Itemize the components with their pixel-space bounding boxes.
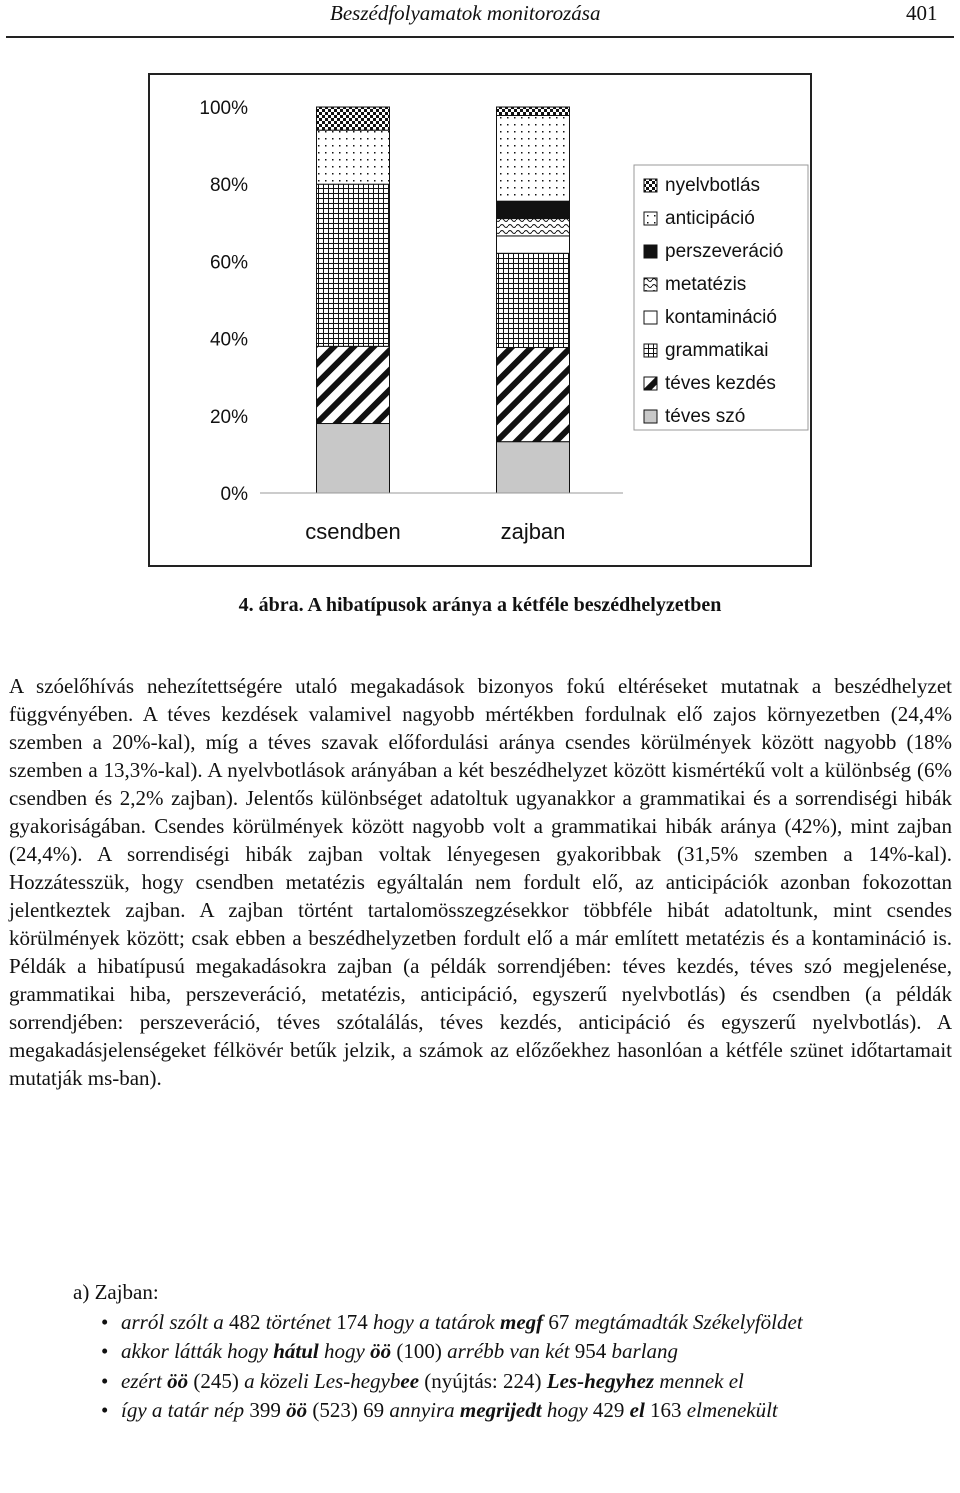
example-text: hogy a tatárok — [373, 1309, 500, 1334]
bar-segment-zajban-dots — [497, 115, 570, 201]
disfluency-mark: öö — [286, 1398, 308, 1422]
legend-swatch — [644, 344, 657, 357]
legend-swatch — [644, 410, 657, 423]
example-item — [73, 1396, 953, 1426]
legend-label: metatézis — [665, 274, 747, 295]
bar-segment-csendben-dots — [317, 130, 390, 184]
x-tick-label: csendben — [305, 519, 401, 544]
example-text: ezért — [121, 1368, 168, 1393]
legend-label: kontamináció — [665, 307, 777, 328]
legend-label: anticipáció — [665, 208, 755, 229]
example-text: 174 — [336, 1309, 374, 1334]
running-title: Beszédfolyamatok monitorozása — [330, 1, 601, 25]
example-text: 482 — [228, 1309, 266, 1334]
bar-segment-csendben-checker — [317, 107, 390, 130]
example-text: akkor látták hogy — [121, 1339, 274, 1363]
legend-swatch — [644, 179, 657, 192]
header-rule — [6, 36, 954, 38]
caption-number: 4. ábra. — [238, 594, 304, 616]
legend-swatch — [644, 245, 657, 258]
y-tick-label: 80% — [209, 175, 248, 197]
bars-group — [317, 107, 570, 493]
disfluency-mark: öö — [370, 1339, 392, 1363]
bar-segment-zajban-white — [497, 236, 570, 253]
legend-label: téves szó — [665, 406, 746, 427]
example-text: 163 — [644, 1398, 687, 1422]
y-tick-label: 60% — [209, 252, 248, 274]
example-text: (245) — [188, 1368, 245, 1393]
bullet-icon: • — [101, 1339, 109, 1363]
example-text: hogy — [318, 1339, 371, 1363]
running-header — [0, 0, 960, 36]
disfluency-mark: öö — [167, 1368, 189, 1393]
legend-label: grammatikai — [665, 340, 769, 361]
legend-label: perszeveráció — [665, 241, 784, 262]
example-text: (100) — [391, 1339, 448, 1363]
stacked-bar-chart — [148, 73, 812, 567]
example-text: (nyújtás: 224) — [419, 1368, 547, 1393]
bar-segment-zajban-wave — [497, 219, 570, 236]
y-axis-ticks — [199, 98, 248, 505]
example-text: mennek el — [654, 1368, 744, 1393]
example-text: történet — [265, 1309, 337, 1334]
y-tick-label: 40% — [209, 329, 248, 351]
legend-swatch — [644, 278, 657, 291]
example-text: hogy — [541, 1398, 593, 1422]
caption-text: A hibatípusok aránya a kétféle beszédhelyzetben — [307, 594, 722, 616]
bar-segment-csendben-light-gray — [317, 424, 390, 493]
bar-segment-zajban-grid — [497, 253, 570, 347]
bar-segment-zajban-light-gray — [497, 442, 570, 493]
example-text: 429 — [592, 1398, 630, 1422]
legend-swatch — [644, 377, 657, 390]
bar-segment-zajban-checker — [497, 107, 570, 115]
y-tick-label: 100% — [199, 98, 248, 119]
x-axis-labels — [305, 519, 565, 544]
example-text: 67 — [543, 1309, 575, 1334]
examples-heading: a) Zajban: — [73, 1280, 159, 1304]
example-item — [73, 1337, 953, 1367]
legend-swatch — [644, 212, 657, 225]
body-text — [9, 672, 952, 1092]
example-text: 399 — [249, 1398, 287, 1422]
legend — [634, 165, 808, 430]
legend-label: nyelvbotlás — [665, 175, 761, 196]
bullet-icon: • — [101, 1368, 109, 1393]
example-text: 954 — [574, 1339, 612, 1363]
legend-swatch — [644, 311, 657, 324]
disfluency-mark: megrijedt — [459, 1398, 542, 1422]
bullet-icon: • — [101, 1309, 109, 1334]
example-text: (523) 69 — [307, 1398, 390, 1422]
bar-segment-csendben-grid — [317, 184, 390, 346]
legend-label: téves kezdés — [665, 373, 776, 394]
x-tick-label: zajban — [500, 519, 566, 544]
bar-segment-zajban-black — [497, 201, 570, 218]
example-item — [73, 1367, 953, 1397]
example-text: annyira — [389, 1398, 460, 1422]
example-text: így a tatár nép — [121, 1398, 250, 1422]
y-tick-label: 0% — [220, 484, 248, 505]
example-item — [73, 1308, 953, 1338]
example-text: elmenekült — [686, 1398, 778, 1422]
disfluency-mark: Les-hegyhez — [546, 1368, 655, 1393]
bullet-icon: • — [101, 1398, 109, 1422]
y-tick-label: 20% — [209, 406, 248, 428]
example-text: megtámadták Székelyföldet — [574, 1309, 803, 1334]
bar-segment-csendben-diagonal-stripes — [317, 346, 390, 423]
disfluency-mark: megf — [500, 1309, 544, 1334]
bar-segment-zajban-diagonal-stripes — [497, 347, 570, 441]
example-text: arrébb van két — [447, 1339, 575, 1363]
example-text: a közeli Les-hegyb — [244, 1368, 401, 1393]
disfluency-mark: hátul — [273, 1339, 319, 1363]
figure-caption — [0, 594, 960, 617]
example-list — [73, 1308, 953, 1426]
page-number: 401 — [906, 1, 938, 25]
example-text: arról szólt a — [121, 1309, 229, 1334]
disfluency-mark: ee — [400, 1368, 420, 1393]
example-text: barlang — [611, 1339, 679, 1363]
body-paragraph: A szóelőhívás nehezítettségére utaló megakadások bizonyos fokú eltéréseket mutatnak a beszédhelyzet függvényében. A téves kezdések valamivel nagyobb mértékben fordulnak elő zajos környezetben (24,4% szemben a 20%-kal), míg a téves szavak előfordulási aránya csendes körülmények között nagyobb (18% szemben a 13,3%-kal). A nyelvbotlások arányában a két beszédhelyzet között kismértékű volt a különbség (6% csendben és 2,2% zajban). Jelentős különbséget adatoltuk ugyanakkor a grammatikai és a sorrendiségi hibák gyakoriságában. Csendes körülmények között nagyobb volt a grammatikai hibák aránya (42%), mint zajban (24,4%). A sorrendiségi hibák zajban voltak lényegesen gyakoribbak (31,5% szemben a 14%-kal). Hozzátesszük, hogy csendben metatézis egyáltalán nem fordult elő, az anticipációk azonban fokozottan jelentkeztek zajban. A zajban történt tartalomösszegzésekkor többféle hibát adatoltunk, mint csendes körülmények között; csak ebben a beszédhelyzetben fordult elő a már említett metatézis és a kontamináció is. Példák a hibatípusú megakadásokra zajban (a példák sorrendjében: téves kezdés, téves szó megjelenése, grammatikai hiba, perszeveráció, metatézis, anticipáció, egyszerű nyelvbotlás) és csendben (a példák sorrendjében: perszeveráció, téves szótalálás, téves kezdés, anticipáció és egyszerű nyelvbotlás). A megakadásjelenségeket félkövér betűk jelzik, a számok az előzőekhez hasonlóan a kétféle szünet időtartamait mutatják ms-ban). — [9, 674, 952, 1090]
disfluency-mark: el — [629, 1398, 645, 1422]
examples-section — [73, 1278, 953, 1426]
